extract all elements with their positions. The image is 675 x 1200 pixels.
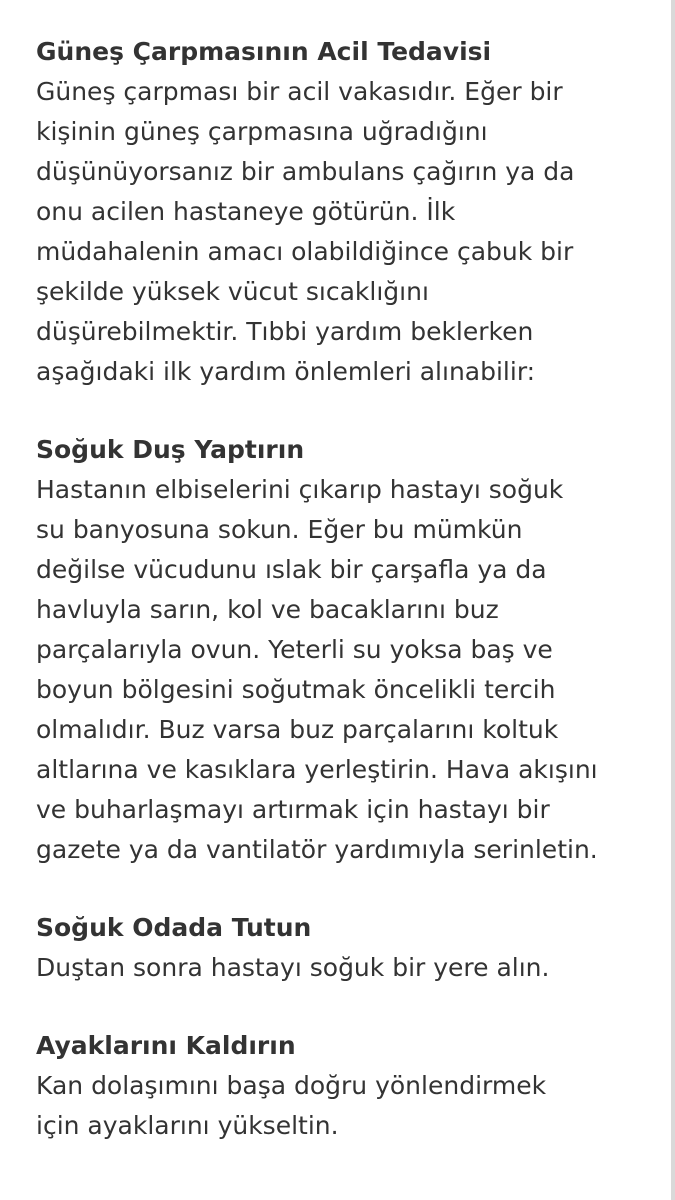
body-line: düşürebilmektir. Tıbbi yardım beklerken — [36, 317, 534, 346]
body-line: havluyla sarın, kol ve bacaklarını buz — [36, 595, 499, 624]
body-line: şekilde yüksek vücut sıcaklığını — [36, 277, 429, 306]
body-line: su banyosuna sokun. Eğer bu mümkün — [36, 515, 523, 544]
body-line: ve buharlaşmayı artırmak için hastayı bir — [36, 795, 550, 824]
body-line: altlarına ve kasıklara yerleştirin. Hava akışını — [36, 755, 598, 784]
section-cold-room — [36, 908, 656, 988]
section-heading: Ayaklarını Kaldırın — [36, 1031, 296, 1060]
body-line: onu acilen hastaneye götürün. İlk — [36, 197, 456, 226]
section-body — [36, 948, 656, 988]
section-heading: Soğuk Odada Tutun — [36, 913, 312, 942]
section-cold-shower — [36, 430, 656, 870]
section-raise-feet — [36, 1026, 656, 1146]
body-line: parçalarıyla ovun. Yeterli su yoksa baş ve — [36, 635, 553, 664]
section-body — [36, 470, 656, 870]
body-line: kişinin güneş çarpmasına uğradığını — [36, 117, 488, 146]
body-line: aşağıdaki ilk yardım önlemleri alınabilir: — [36, 357, 536, 386]
body-line: değilse vücudunu ıslak bir çarşafla ya da — [36, 555, 547, 584]
body-line: için ayaklarını yükseltin. — [36, 1111, 339, 1140]
body-line: Kan dolaşımını başa doğru yönlendirmek — [36, 1071, 547, 1100]
body-line: Hastanın elbiselerini çıkarıp hastayı soğuk — [36, 475, 564, 504]
body-line: düşünüyorsanız bir ambulans çağırın ya da — [36, 157, 575, 186]
section-emergency-treatment — [36, 32, 656, 392]
section-body — [36, 72, 656, 392]
body-line: olmalıdır. Buz varsa buz parçalarını koltuk — [36, 715, 559, 744]
body-line: boyun bölgesini soğutmak öncelikli tercih — [36, 675, 556, 704]
article-content — [36, 32, 656, 1184]
body-line: gazete ya da vantilatör yardımıyla serinletin. — [36, 835, 598, 864]
body-line: müdahalenin amacı olabildiğince çabuk bir — [36, 237, 574, 266]
section-heading: Soğuk Duş Yaptırın — [36, 435, 305, 464]
body-line: Duştan sonra hastayı soğuk bir yere alın. — [36, 953, 550, 982]
section-heading: Güneş Çarpmasının Acil Tedavisi — [36, 37, 492, 66]
body-line: Güneş çarpması bir acil vakasıdır. Eğer bir — [36, 77, 563, 106]
section-body — [36, 1066, 656, 1146]
page-edge-divider — [671, 0, 675, 1200]
